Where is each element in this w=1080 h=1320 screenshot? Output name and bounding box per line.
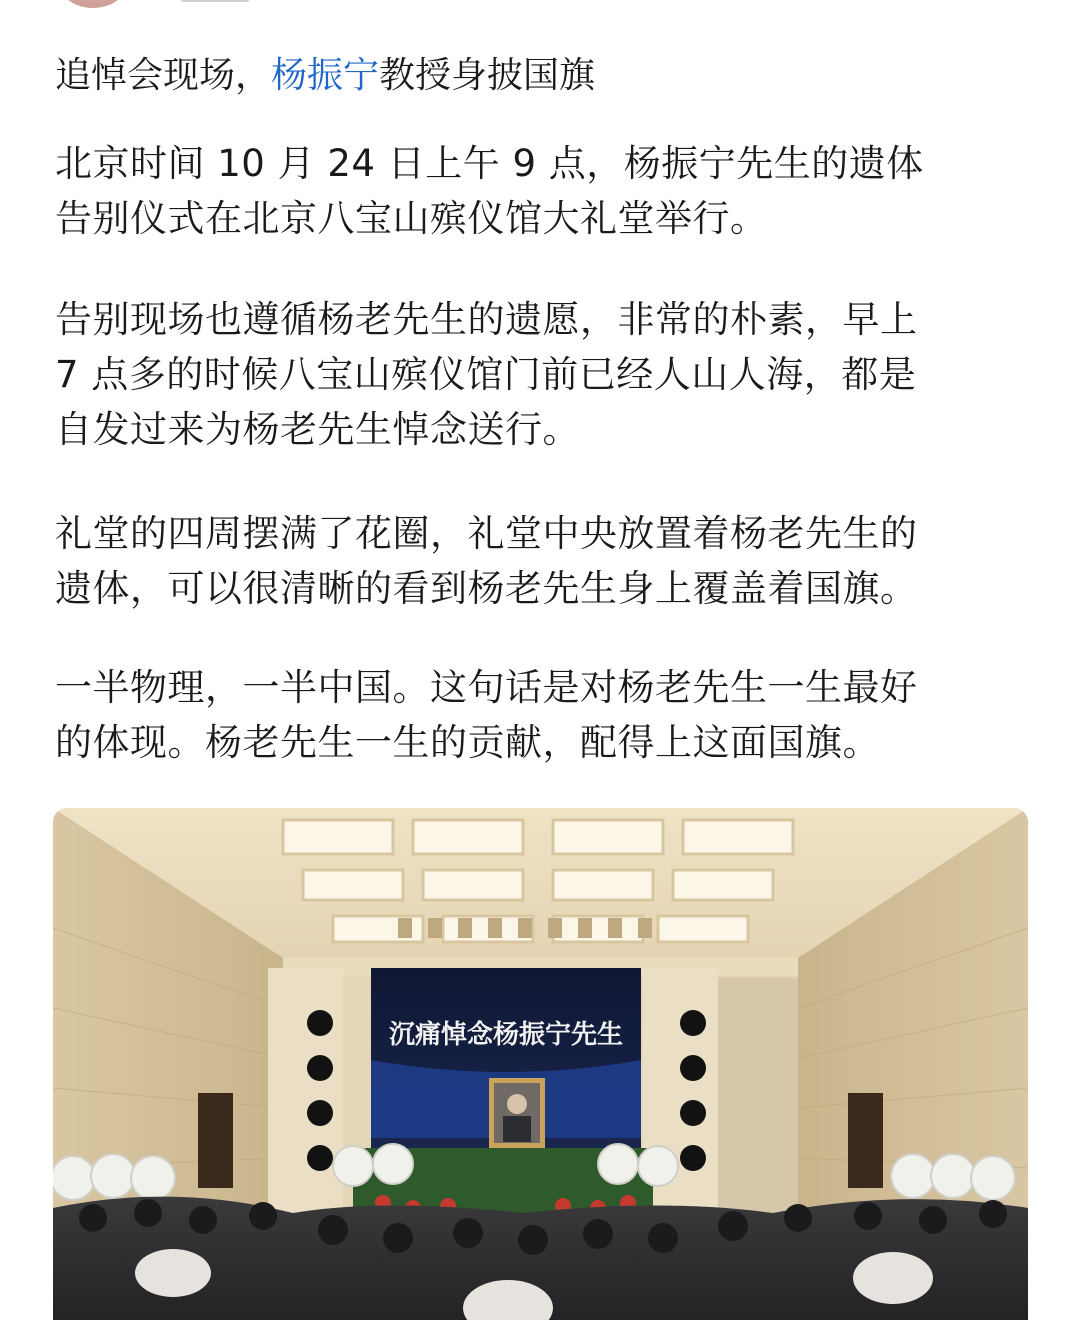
cornice-ornaments — [398, 918, 652, 938]
paragraph-2 — [55, 292, 1035, 457]
previous-post-strip — [0, 0, 1080, 14]
author-name-placeholder — [180, 0, 250, 2]
right-door — [848, 1093, 883, 1188]
paragraph-3 — [55, 506, 1035, 616]
left-column — [268, 968, 343, 1228]
memorial-hall-photo[interactable] — [53, 808, 1028, 1320]
paragraph-line: 的体现。杨老先生一生的贡献，配得上这面国旗。 — [55, 721, 880, 764]
avatar[interactable] — [60, 0, 126, 8]
right-column — [643, 968, 718, 1228]
post-title — [55, 50, 595, 102]
paragraph-1 — [55, 136, 1035, 246]
portrait-suit — [503, 1116, 531, 1142]
paragraph-line: 遗体，可以很清晰的看到杨老先生身上覆盖着国旗。 — [55, 567, 918, 610]
paragraph-line: 告别现场也遵循杨老先生的遗愿，非常的朴素，早上 — [55, 298, 918, 341]
paragraph-line: 北京时间 10 月 24 日上午 9 点，杨振宁先生的遗体 — [55, 142, 924, 185]
title-suffix: 教授身披国旗 — [379, 55, 596, 96]
portrait-face — [507, 1094, 527, 1114]
memorial-banner-text: 沉痛悼念杨振宁先生 — [388, 1020, 624, 1050]
paragraph-line: 礼堂的四周摆满了花圈，礼堂中央放置着杨老先生的 — [55, 512, 918, 555]
hashtag-link[interactable]: 杨振宁 — [271, 55, 380, 96]
title-prefix: 追悼会现场， — [55, 55, 272, 96]
paragraph-line: 7 点多的时候八宝山殡仪馆门前已经人山人海，都是 — [55, 353, 917, 396]
left-door — [198, 1093, 233, 1188]
paragraph-line: 一半物理，一半中国。这句话是对杨老先生一生最好 — [55, 666, 918, 709]
paragraph-line: 自发过来为杨老先生悼念送行。 — [55, 408, 580, 451]
paragraph-4 — [55, 660, 1035, 770]
paragraph-line: 告别仪式在北京八宝山殡仪馆大礼堂举行。 — [55, 197, 768, 240]
